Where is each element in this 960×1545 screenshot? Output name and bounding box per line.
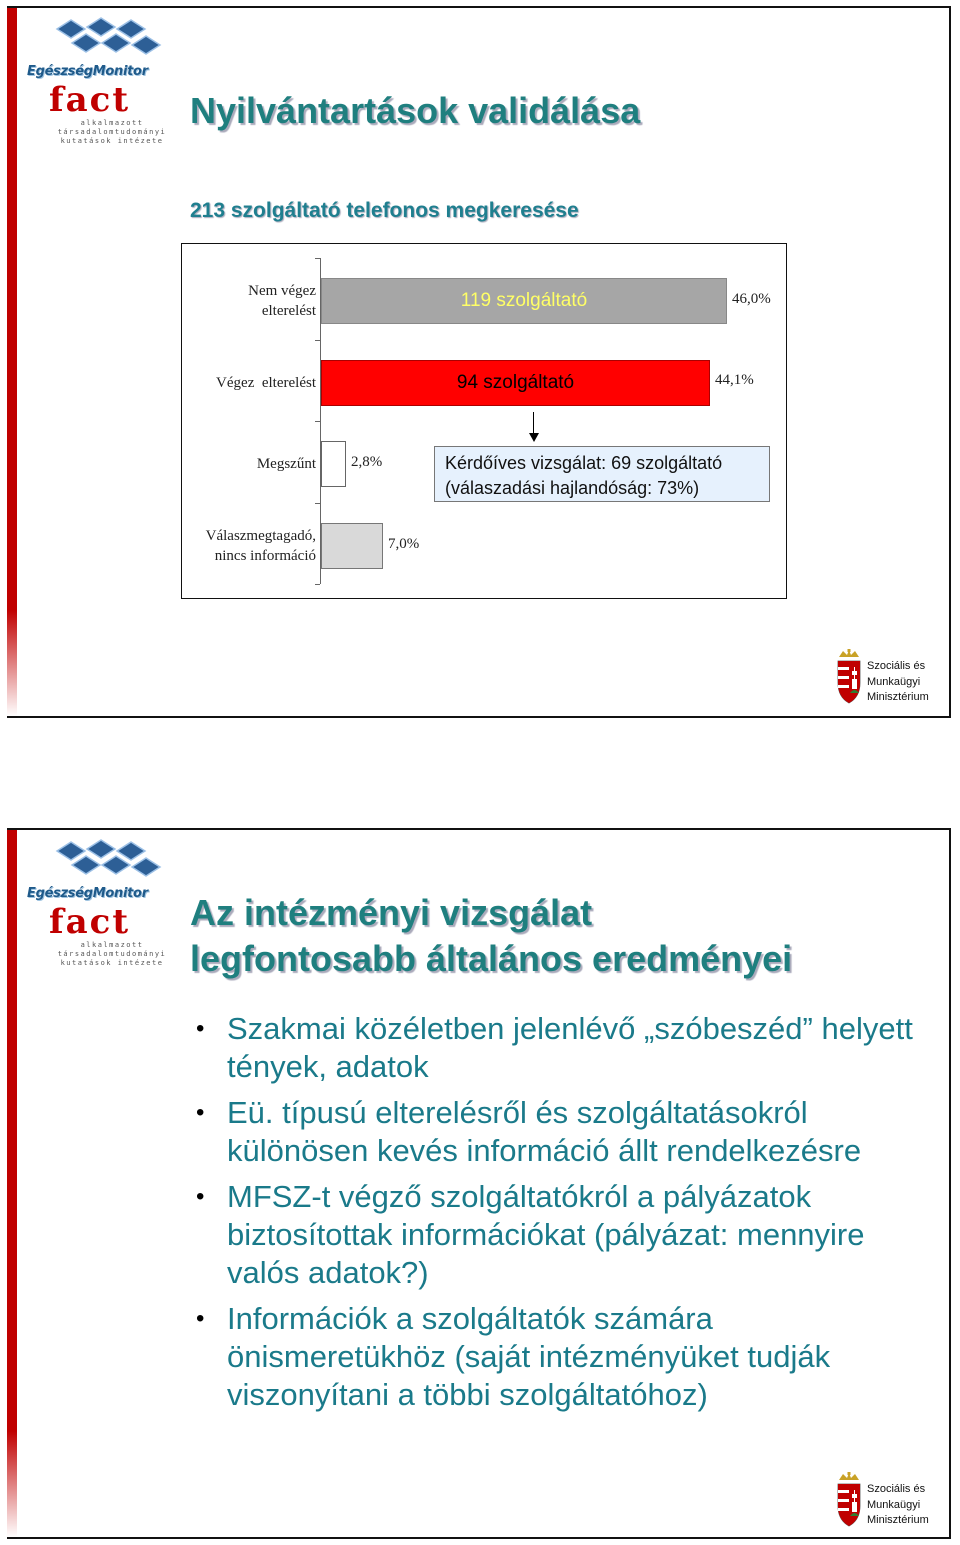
arrow-head-icon [529, 433, 539, 442]
chart-bar-megszunt [321, 441, 346, 487]
bullet-item: • Eü. típusú elterelésről és szolgáltatásokról különösen kevés információ állt rendelkezésre [196, 1095, 862, 1168]
chart-bar-valaszmegtagado [321, 523, 383, 569]
ministry-logo [835, 1472, 945, 1534]
fact-logo-text: fact [49, 80, 131, 120]
axis-tick [315, 503, 320, 504]
provider-bar-chart [181, 243, 787, 599]
bar-inner-label: 119 szolgáltató [460, 290, 588, 311]
down-arrow-icon [533, 412, 534, 434]
bullet-item: • MFSZ-t végző szolgáltatókról a pályázatok biztosítottak információkat (pályázat: mennyire valós adatok?) [196, 1179, 865, 1290]
hungarian-coat-of-arms-icon [835, 649, 863, 707]
egeszsegmonitor-fact-logo [27, 16, 187, 151]
fact-tagline: alkalmazott társadalomtudományi kutatások intézete [57, 119, 167, 145]
bullet-icon: • [196, 1305, 205, 1332]
category-label-nem-vegez: Nem végez elterelést [248, 283, 316, 319]
bar-value-label: 2,8% [351, 454, 383, 470]
bar-value-label: 44,1% [715, 372, 754, 388]
chart-bar-nem-vegez [321, 278, 727, 324]
axis-tick [315, 421, 320, 422]
axis-tick [315, 258, 320, 259]
ministry-name: Szociális és Munkaügyi Minisztérium [867, 1483, 929, 1526]
slide-title: Az intézményi vizsgálat legfontosabb általános eredményei [190, 892, 793, 979]
category-label-megszunt: Megszűnt [256, 456, 316, 472]
bullet-icon: • [196, 1099, 205, 1126]
diamond-tiles-icon [41, 16, 181, 66]
chart-bar-vegez [321, 360, 710, 406]
bullet-icon: • [196, 1183, 205, 1210]
category-label-valaszmegtagado: Válaszmegtagadó, nincs információ [205, 528, 316, 564]
bar-inner-label: 94 szolgáltató [456, 372, 575, 393]
slide-2 [7, 828, 951, 1539]
ministry-logo [835, 649, 945, 711]
slide-1 [7, 6, 951, 718]
slide-red-accent [7, 830, 17, 1537]
survey-callout-box: Kérdőíves vizsgálat: 69 szolgáltató (válaszadási hajlandóság: 73%) [434, 446, 770, 502]
bullet-item: • Szakmai közéletben jelenlévő „szóbeszéd” helyett tények, adatok [196, 1011, 913, 1084]
slide-subtitle: 213 szolgáltató telefonos megkeresése [190, 199, 579, 222]
axis-tick [315, 340, 320, 341]
ministry-name: Szociális és Munkaügyi Minisztérium [867, 660, 929, 703]
slide-red-accent [7, 8, 17, 716]
fact-tagline: alkalmazott társadalomtudományi kutatások intézete [57, 941, 167, 967]
hungarian-coat-of-arms-icon [835, 1472, 863, 1530]
egeszsegmonitor-text: EgészségMonitor [27, 64, 148, 79]
bar-value-label: 46,0% [732, 291, 771, 307]
slide-title: Nyilvántartások validálása [190, 90, 641, 131]
diamond-tiles-icon [41, 838, 181, 888]
bar-value-label: 7,0% [388, 536, 420, 552]
results-bullet-list [190, 1010, 930, 1422]
egeszsegmonitor-text: EgészségMonitor [27, 886, 148, 901]
bullet-item: • Információk a szolgáltatók számára önismeretükhöz (saját intézményüket tudják viszonyítani a többi szolgáltatóhoz) [196, 1301, 831, 1412]
axis-tick [315, 584, 320, 585]
bullet-icon: • [196, 1015, 205, 1042]
category-label-vegez: Végez elterelést [216, 375, 316, 391]
egeszsegmonitor-fact-logo [27, 838, 187, 973]
fact-logo-text: fact [49, 902, 131, 942]
